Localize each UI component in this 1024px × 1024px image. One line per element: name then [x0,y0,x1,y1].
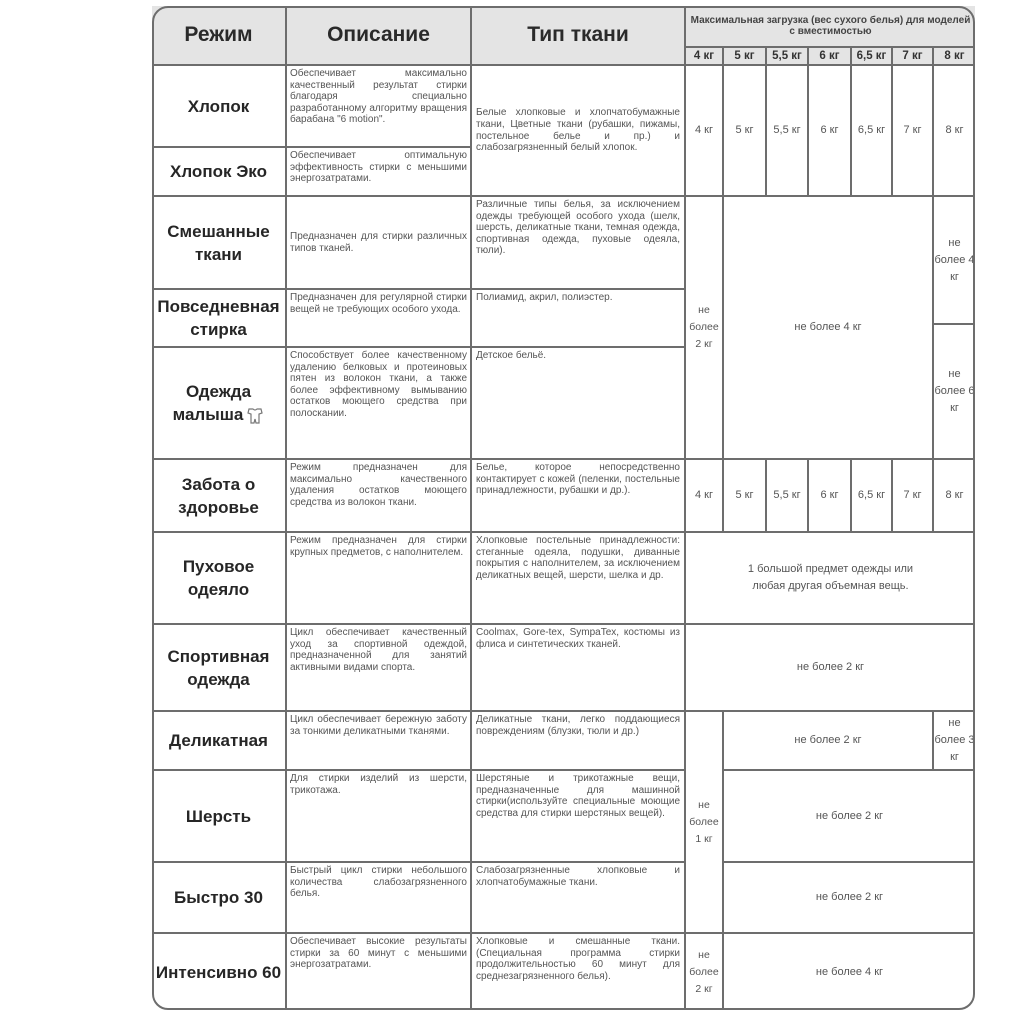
cell-text: Обеспечивает максимально качественный результат стирки благодаря специально разработанному алгоритму вращения барабана "6 motion". [290,68,467,126]
fabric-cell [472,290,686,348]
cell-text: Деликатные ткани, легко поддающиеся повреждениям (блузки, тюли и др.) [476,714,680,737]
mode-duvet [152,533,287,625]
cell-text: Слабозагрязненные хлопковые и хлопчатобумажные ткани. [476,865,680,888]
load-health: 7 кг [893,460,934,533]
header-capacity: 5,5 кг [767,48,809,66]
cell-text: Режим предназначен для максимально качественного удаления остатков моющего средства из волокон ткани. [290,462,467,508]
fabric-cell [472,771,686,863]
load-health: 4 кг [686,460,724,533]
load-cotton: 5 кг [724,66,767,197]
description-cell [287,863,472,934]
cell-text: Быстрый цикл стирки небольшого количества слабозагрязненного белья. [290,865,467,900]
cell-text: Обеспечивает оптимальную эффективность стирки с меньшими энергозатратами. [290,150,467,185]
cell-text: Детское бельё. [476,350,547,361]
header-description: Описание [287,6,472,66]
fabric-cell [472,460,686,533]
load-delicate-4kg: не более 1 кг [686,712,724,934]
mode-delicate [152,712,287,771]
mode-everyday [152,290,287,348]
mode-label: Смешанные ткани [167,221,270,264]
fabric-cell [472,934,686,1010]
load-quick: не более 2 кг [724,863,975,934]
load-cotton: 8 кг [934,66,975,197]
description-cell [287,934,472,1010]
description-cell [287,460,472,533]
cell-text: Цикл обеспечивает качественный уход за спортивной одеждой, предназначенной для занятий активными видами спорта. [290,627,467,673]
description-cell [287,771,472,863]
load-mixed-4kg: не более 2 кг [686,197,724,460]
header-max-load: Максимальная загрузка (вес сухого белья) для моделей с вместимостью [686,6,975,48]
load-delicate-8kg: не более 3 кг [934,712,975,771]
load-health: 5 кг [724,460,767,533]
fabric-cell [472,197,686,290]
cell-text: Цикл обеспечивает бережную заботу за тонкими деликатными тканями. [290,714,467,737]
mode-cotton [152,66,287,148]
mode-label: Быстро 30 [174,888,263,907]
cell-text: Предназначен для стирки различных типов тканей. [290,230,467,254]
header-capacity: 6 кг [809,48,852,66]
mode-label: Хлопок Эко [170,162,267,181]
load-health: 6 кг [809,460,852,533]
cell-text: Режим предназначен для стирки крупных предметов, с наполнителем. [290,535,467,558]
cell-text: Coolmax, Gore-tex, SympaTex, костюмы из флиса и синтетических тканей. [476,627,680,650]
description-cell [287,712,472,771]
mode-baby [152,348,287,460]
mode-label: Хлопок [187,96,250,116]
cell-text: Обеспечивает высокие результаты стирки за 60 минут с меньшими энергозатратами. [290,936,467,971]
mode-label: Спортивная одежда [167,646,270,689]
fabric-cotton [472,66,686,197]
load-wool: не более 2 кг [724,771,975,863]
load-sport: не более 2 кг [686,625,975,712]
load-health: 8 кг [934,460,975,533]
mode-label: Шерсть [185,806,252,826]
mode-health [152,460,287,533]
fabric-cell [472,625,686,712]
description-cell [287,197,472,290]
header-capacity: 8 кг [934,48,975,66]
cell-text: Полиамид, акрил, полиэстер. [476,292,613,303]
load-mixed-8kg: не более 4 кг [934,197,975,325]
header-capacity: 7 кг [893,48,934,66]
mode-label: Одежда малыша [155,380,282,426]
mode-intensive60 [152,934,287,1010]
load-health: 6,5 кг [852,460,893,533]
fabric-text: Белые хлопковые и хлопчатобумажные ткани, Цветные ткани (рубашки, пижамы, постельное белье и пр.) и слабозагрязненный белый хлопок. [476,107,680,154]
cell-text: Способствует более качественному удалению белковых и протеиновых пятен из волокон ткани, а также более эффективному вымыванию остатков моющего средства при полоскании. [290,350,467,419]
fabric-cell [472,533,686,625]
load-cotton: 6 кг [809,66,852,197]
mode-label: Забота о здоровье [178,474,259,517]
load-cotton: 5,5 кг [767,66,809,197]
mode-quick30 [152,863,287,934]
load-health: 5,5 кг [767,460,809,533]
cell-text: Различные типы белья, за исключением одежды требующей особого ухода (шелк, шерсть, деликатные ткани, темная одежда, спортивная одежда, пуховые одеяла, тюли). [476,199,680,257]
load-cotton: 6,5 кг [852,66,893,197]
fabric-cell [472,348,686,460]
cell-text: Шерстяные и трикотажные вещи, предназначенные для машинной стирки(используйте специальные моющие средства для стирки шерстяных вещей). [476,773,680,819]
load-cotton: 7 кг [893,66,934,197]
cell-text: Предназначен для регулярной стирки вещей не требующих особого ухода. [290,292,467,315]
fabric-cell [472,712,686,771]
header-capacity: 5 кг [724,48,767,66]
description-cell [287,290,472,348]
mode-wool [152,771,287,863]
mode-label: Пуховое одеяло [182,557,255,599]
baby-clothes-icon [246,407,264,425]
load-mixed-mid: не более 4 кг [724,197,934,460]
mode-label: Интенсивно 60 [155,962,282,982]
mode-label: Повседневная стирка [157,297,280,339]
load-intensive-4kg: не более 2 кг [686,934,724,1010]
description-cell [287,148,472,197]
load-duvet: 1 большой предмет одежды или любая другая объемная вещь. [686,533,975,625]
header-capacity: 4 кг [686,48,724,66]
header-fabric: Тип ткани [472,6,686,66]
load-baby-8kg: не более 6 кг [934,325,975,460]
load-intensive-rest: не более 4 кг [815,965,884,978]
description-cell [287,348,472,460]
description-cell [287,533,472,625]
fabric-cell [472,863,686,934]
load-cotton: 4 кг [686,66,724,197]
mode-mixed [152,197,287,290]
header-capacity: 6,5 кг [852,48,893,66]
load-delicate-mid: не более 2 кг [724,712,934,771]
cell-text: Белье, которое непосредственно контактирует с кожей (пеленки, постельные принадлежности, рубашки и др.). [476,462,680,497]
header-mode: Режим [152,6,287,66]
cell-text: Хлопковые постельные принадлежности: стеганные одеяла, подушки, диванные покрытия с наполнителем, за исключением деликатных вещей, шерсти, шелка и др. [476,535,680,581]
description-cell [287,625,472,712]
mode-label: Деликатная [169,731,268,750]
description-cell [287,66,472,148]
mode-sport [152,625,287,712]
cell-text: Для стирки изделий из шерсти, трикотажа. [290,773,467,796]
cell-text: Хлопковые и смешанные ткани. (Специальная программа стирки продолжительностью 60 минут для среднезагрязненного белья). [476,936,680,982]
mode-cotton-eco [152,148,287,197]
